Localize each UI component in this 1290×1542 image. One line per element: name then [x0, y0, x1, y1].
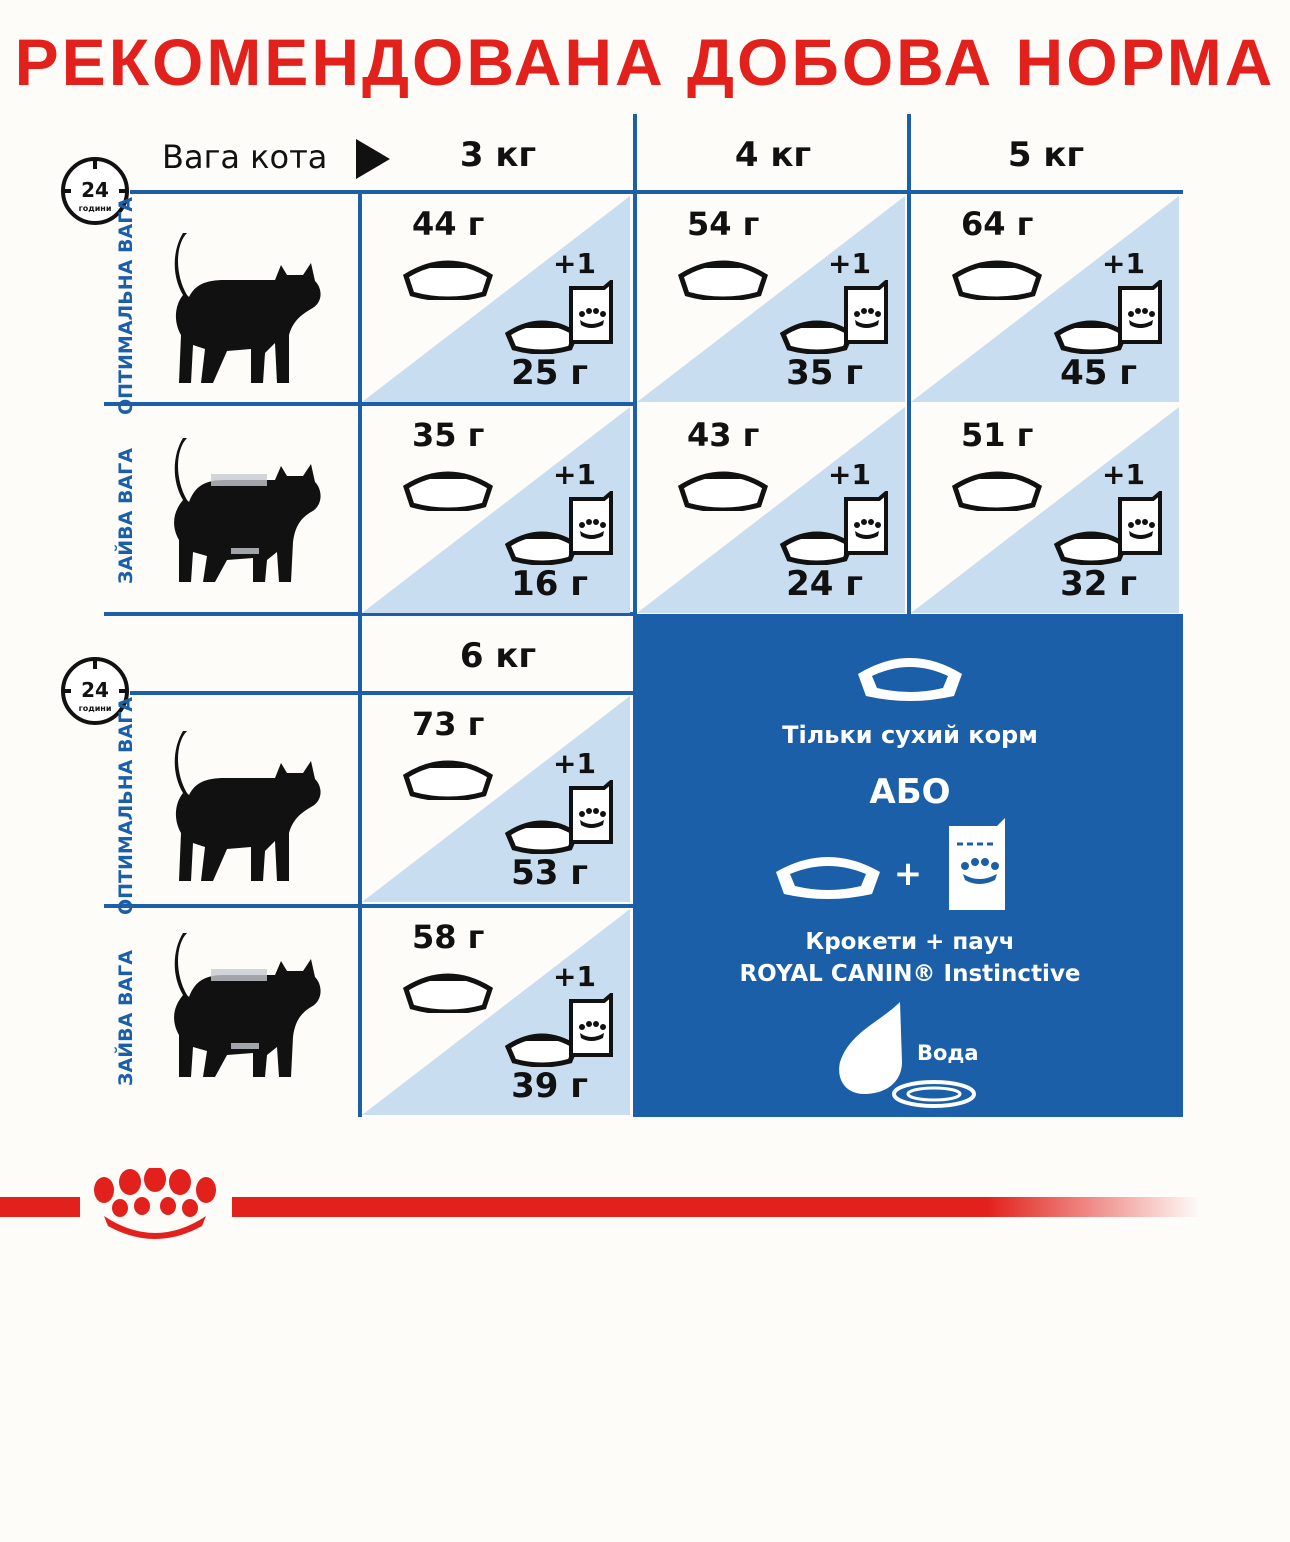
clock-number: 24 [81, 178, 109, 202]
cat-optimal-icon [165, 723, 325, 888]
legend-or: АБО [869, 772, 951, 812]
footer-line [0, 1197, 80, 1217]
dry-bowl-icon [402, 754, 494, 800]
mixed-amount: 53 г [511, 853, 588, 893]
weight-header-5kg: 5 кг [1007, 135, 1085, 175]
dry-bowl-icon [951, 254, 1043, 300]
page-title: РЕКОМЕНДОВАНА ДОБОВА НОРМА [14, 25, 1276, 99]
feeding-cell-optimal-6kg [362, 696, 630, 902]
feeding-cell-optimal-4kg [637, 196, 905, 402]
legend-combo-line2: ROYAL CANIN® Instinctive [739, 961, 1081, 987]
pouch-icon [1117, 491, 1163, 555]
kibble-bowl-icon [770, 844, 886, 904]
cat-optimal-icon [165, 225, 325, 390]
mixed-amount: 16 г [511, 564, 588, 604]
dry-amount: 35 г [412, 416, 485, 454]
row-label-overweight: ЗАЙВА ВАГА [115, 448, 137, 584]
dry-amount: 58 г [412, 918, 485, 956]
plus-one-label: +1 [553, 747, 596, 780]
mixed-amount: 39 г [511, 1066, 588, 1106]
royal-canin-crown-logo [90, 1168, 220, 1240]
legend-plus: + [893, 854, 923, 894]
dry-bowl-icon [951, 465, 1043, 511]
legend-combo-line1: Крокети + пауч [805, 929, 1015, 955]
dry-amount: 54 г [687, 205, 760, 243]
legend-water: Вода [917, 1041, 979, 1065]
grid-line [104, 904, 636, 908]
dry-amount: 64 г [961, 205, 1034, 243]
dry-amount: 44 г [412, 205, 485, 243]
pouch-icon [945, 818, 1009, 910]
feeding-cell-optimal-3kg [362, 196, 630, 402]
dry-bowl-icon [402, 254, 494, 300]
mixed-amount: 24 г [786, 564, 863, 604]
grid-line [130, 691, 636, 695]
feeding-cell-overweight-5kg [911, 407, 1179, 613]
plus-one-label: +1 [1102, 458, 1145, 491]
pouch-icon [568, 280, 614, 344]
mixed-amount: 35 г [786, 353, 863, 393]
feeding-cell-overweight-4kg [637, 407, 905, 613]
dry-amount: 43 г [687, 416, 760, 454]
legend-dry-only: Тільки сухий корм [782, 721, 1038, 749]
pouch-icon [568, 993, 614, 1057]
plus-one-label: +1 [1102, 247, 1145, 280]
dry-bowl-icon [677, 254, 769, 300]
dry-bowl-icon [677, 465, 769, 511]
dry-bowl-icon [402, 967, 494, 1013]
pouch-icon [843, 280, 889, 344]
weight-header-3kg: 3 кг [459, 135, 537, 175]
pouch-icon [568, 491, 614, 555]
pouch-icon [1117, 280, 1163, 344]
grid-line [130, 190, 1183, 194]
dry-bowl-icon [402, 465, 494, 511]
dry-food-bowl-icon [850, 644, 970, 706]
pouch-icon [568, 780, 614, 844]
feeding-cell-overweight-6kg [362, 909, 630, 1115]
feeding-cell-overweight-3kg [362, 407, 630, 613]
plus-one-label: +1 [828, 247, 871, 280]
feeding-cell-optimal-5kg [911, 196, 1179, 402]
row-label-optimal: ОПТИМАЛЬНА ВАГА [115, 696, 137, 916]
grid-line [104, 402, 636, 406]
plus-one-label: +1 [553, 247, 596, 280]
plus-one-label: +1 [828, 458, 871, 491]
weight-header-6kg: 6 кг [459, 636, 537, 676]
row-label-optimal: ОПТИМАЛЬНА ВАГА [115, 196, 137, 416]
mixed-amount: 32 г [1060, 564, 1137, 604]
pouch-icon [843, 491, 889, 555]
mixed-amount: 25 г [511, 353, 588, 393]
row-label-overweight: ЗАЙВА ВАГА [115, 950, 137, 1086]
clock-unit: години [78, 204, 112, 213]
footer-line [232, 1197, 1200, 1217]
cat-overweight-icon [165, 430, 325, 595]
legend-box [637, 614, 1183, 1117]
plus-one-label: +1 [553, 458, 596, 491]
dry-amount: 51 г [961, 416, 1034, 454]
plus-one-label: +1 [553, 960, 596, 993]
weight-label: Вага кота [162, 138, 328, 176]
weight-header-4kg: 4 кг [734, 135, 812, 175]
mixed-amount: 45 г [1060, 353, 1137, 393]
clock-unit: години [78, 704, 112, 713]
cat-overweight-icon [165, 925, 325, 1090]
clock-number: 24 [81, 678, 109, 702]
dry-amount: 73 г [412, 705, 485, 743]
